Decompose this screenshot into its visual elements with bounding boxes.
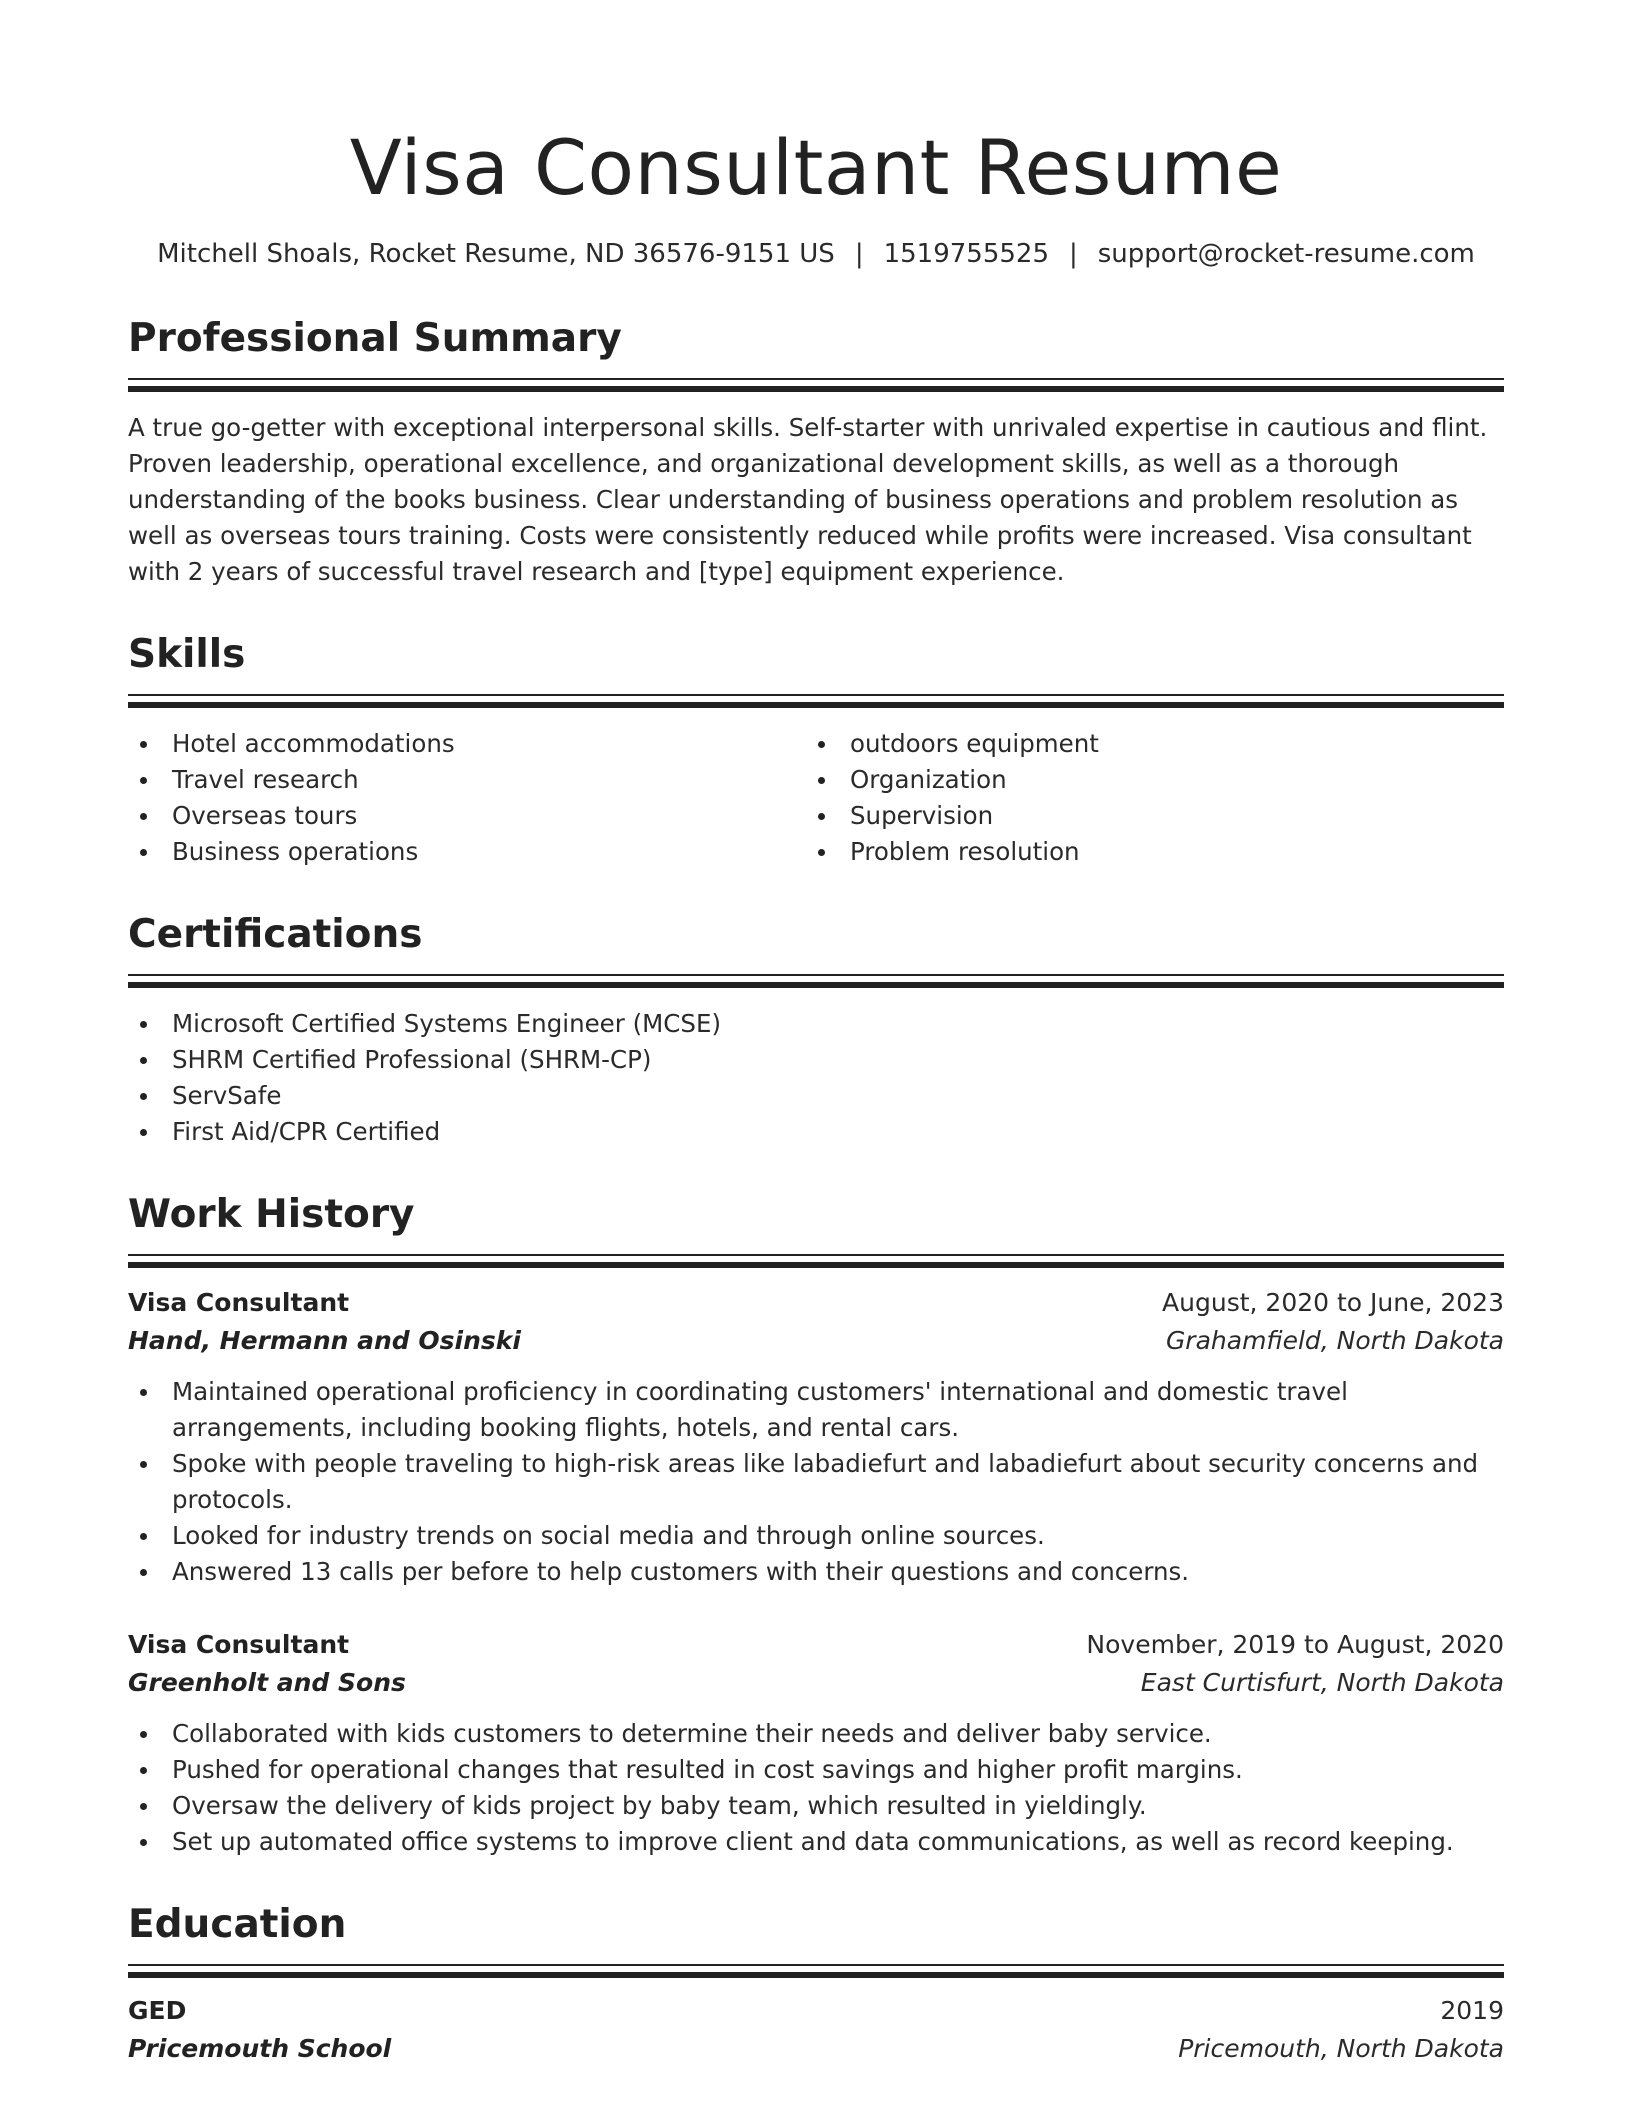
contact-separator: | xyxy=(1069,239,1078,269)
certification-item: First Aid/CPR Certified xyxy=(128,1114,1504,1150)
job-company-row xyxy=(128,1664,1504,1702)
certification-item: ServSafe xyxy=(128,1078,1504,1114)
summary-text: A true go-getter with exceptional interpersonal skills. Self-starter with unrivaled expertise in cautious and flint. Proven leadership, operational excellence, and organizational development skills, as well as a thorough understanding of the books business. Clear understanding of business operations and problem resolution as well as overseas tours training. Costs were consistently reduced while profits were increased. Visa consultant with 2 years of successful travel research and [type] equipment experience. xyxy=(128,413,1488,586)
job-company: Greenholt and Sons xyxy=(128,1668,406,1697)
skills-grid xyxy=(128,726,1504,870)
work-history-heading: Work History xyxy=(128,1192,415,1237)
education-degree: GED xyxy=(128,1996,187,2025)
skill-item: Business operations xyxy=(128,834,806,870)
education-location: Pricemouth, North Dakota xyxy=(1178,2034,1504,2063)
contact-address: Mitchell Shoals, Rocket Resume, ND 36576-9151 US xyxy=(157,239,835,269)
contact-phone: 1519755525 xyxy=(883,239,1049,269)
section-divider xyxy=(128,1964,1504,1978)
skills-right-list xyxy=(806,726,1484,870)
job-title: Visa Consultant xyxy=(128,1288,350,1317)
skill-item: outdoors equipment xyxy=(806,726,1484,762)
skill-item: Travel research xyxy=(128,762,806,798)
certifications-list xyxy=(128,1006,1504,1150)
education-school: Pricemouth School xyxy=(128,2034,392,2063)
skills-heading: Skills xyxy=(128,632,246,677)
job-dates: August, 2020 to June, 2023 xyxy=(1162,1288,1504,1317)
education-section xyxy=(128,1900,1504,2068)
skill-item: Problem resolution xyxy=(806,834,1484,870)
skill-item: Supervision xyxy=(806,798,1484,834)
job-bullet: Spoke with people traveling to high-risk areas like labadiefurt and labadiefurt about security concerns and protocols. xyxy=(128,1446,1504,1518)
section-divider xyxy=(128,378,1504,392)
section-divider xyxy=(128,974,1504,988)
section-divider xyxy=(128,1254,1504,1268)
education-entry xyxy=(128,1992,1504,2068)
education-year: 2019 xyxy=(1440,1996,1504,2025)
job-bullets xyxy=(128,1716,1504,1860)
job-bullet: Oversaw the delivery of kids project by baby team, which resulted in yieldingly. xyxy=(128,1788,1504,1824)
skill-item: Overseas tours xyxy=(128,798,806,834)
job-bullets xyxy=(128,1374,1504,1590)
resume-title: Visa Consultant Resume xyxy=(349,123,1283,212)
summary-section xyxy=(128,314,1504,590)
job-company: Hand, Hermann and Osinski xyxy=(128,1326,521,1355)
job-dates: November, 2019 to August, 2020 xyxy=(1086,1630,1504,1659)
skill-item: Organization xyxy=(806,762,1484,798)
certification-item: SHRM Certified Professional (SHRM-CP) xyxy=(128,1042,1504,1078)
job-company-row xyxy=(128,1322,1504,1360)
job-location: Grahamfield, North Dakota xyxy=(1165,1326,1504,1355)
work-history-section xyxy=(128,1190,1504,1860)
skill-item: Hotel accommodations xyxy=(128,726,806,762)
job-entry xyxy=(128,1626,1504,1860)
job-bullet: Answered 13 calls per before to help customers with their questions and concerns. xyxy=(128,1554,1504,1590)
job-bullet: Looked for industry trends on social media and through online sources. xyxy=(128,1518,1504,1554)
job-header-row xyxy=(128,1626,1504,1664)
job-bullet: Collaborated with kids customers to determine their needs and deliver baby service. xyxy=(128,1716,1504,1752)
section-divider xyxy=(128,694,1504,708)
job-bullet: Pushed for operational changes that resulted in cost savings and higher profit margins. xyxy=(128,1752,1504,1788)
education-school-row xyxy=(128,2030,1504,2068)
contact-email: support@rocket-resume.com xyxy=(1097,239,1475,269)
job-bullet: Set up automated office systems to improve client and data communications, as well as record keeping. xyxy=(128,1824,1504,1860)
contact-line xyxy=(128,236,1504,272)
job-title: Visa Consultant xyxy=(128,1630,350,1659)
job-entry xyxy=(128,1284,1504,1590)
summary-heading: Professional Summary xyxy=(128,316,622,361)
certifications-section xyxy=(128,910,1504,1150)
job-header-row xyxy=(128,1284,1504,1322)
education-heading: Education xyxy=(128,1902,347,1947)
job-location: East Curtisfurt, North Dakota xyxy=(1140,1668,1504,1697)
job-bullet: Maintained operational proficiency in coordinating customers' international and domestic travel arrangements, including booking flights, hotels, and rental cars. xyxy=(128,1374,1504,1446)
skills-left-list xyxy=(128,726,806,870)
contact-separator: | xyxy=(854,239,864,269)
certification-item: Microsoft Certified Systems Engineer (MCSE) xyxy=(128,1006,1504,1042)
skills-section xyxy=(128,630,1504,870)
certifications-heading: Certifications xyxy=(128,912,423,957)
education-header-row xyxy=(128,1992,1504,2030)
